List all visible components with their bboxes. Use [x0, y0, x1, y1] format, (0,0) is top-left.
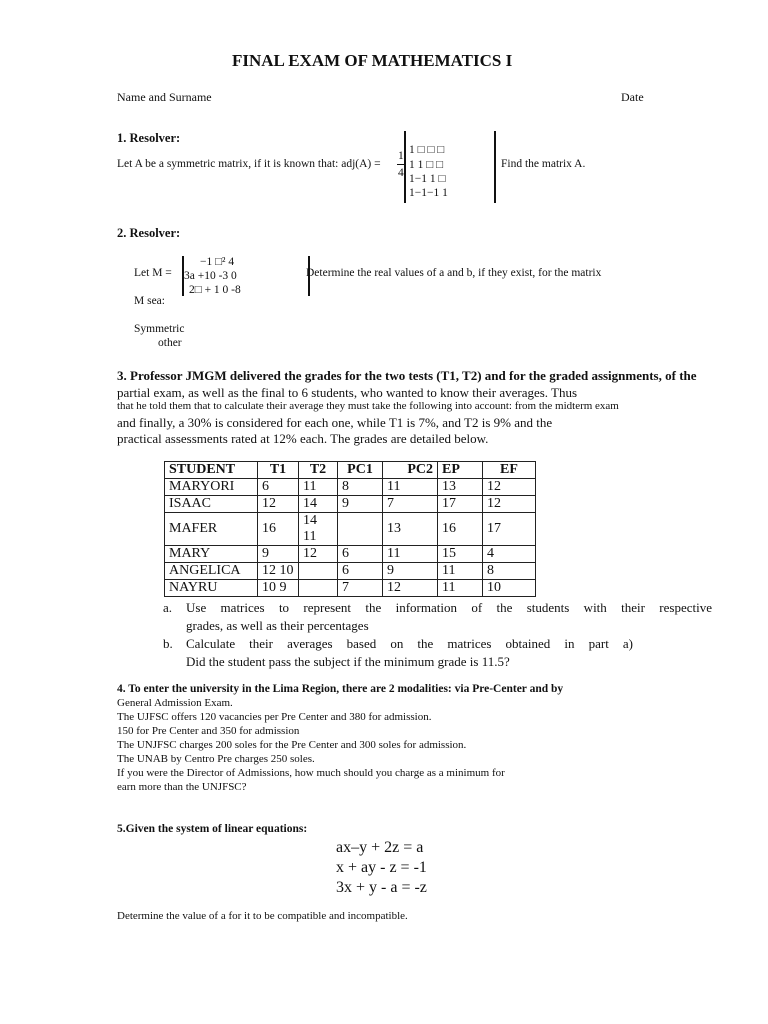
- q2-option-symmetric: Symmetric: [134, 323, 185, 335]
- q2-heading: 2. Resolver:: [117, 226, 181, 240]
- table-cell: 8: [338, 479, 383, 496]
- q3-item-b-label: b.: [163, 636, 173, 651]
- table-cell: 6: [338, 546, 383, 563]
- table-header-row: [165, 462, 536, 479]
- header-pc1: PC1: [338, 462, 383, 479]
- q4-line-1: General Admission Exam.: [117, 697, 233, 709]
- table-cell: 9: [338, 496, 383, 513]
- q1-fraction-denominator: 4: [398, 167, 404, 179]
- q3-item-a-label: a.: [163, 600, 173, 615]
- table-cell: 16: [438, 513, 483, 546]
- q5-heading: 5.Given the system of linear equations:: [117, 823, 308, 835]
- table-cell: 8: [483, 563, 536, 580]
- table-row: [165, 546, 536, 563]
- table-cell: 17: [438, 496, 483, 513]
- table-cell: 17: [483, 513, 536, 546]
- q3-item-a-line-2: grades, as well as their percentages: [186, 618, 369, 633]
- table-cell: 6: [258, 479, 299, 496]
- q1-matrix-row-4: 1−1−1 1: [409, 187, 448, 199]
- table-cell: MAFER: [165, 513, 258, 546]
- q3-item-a-line-1: Use matrices to represent the information of the students with their respective: [186, 600, 712, 615]
- q3-item-b-line-1: Calculate their averages based on the matrices obtained in part a): [186, 636, 633, 651]
- table-cell: 14 11: [299, 513, 338, 546]
- q3-line-1: partial exam, as well as the final to 6 students, who wanted to know their averages. Thus: [117, 385, 578, 400]
- q1-matrix-row-3: 1−1 1 □: [409, 173, 446, 185]
- q1-matrix-right-bracket: [494, 131, 496, 203]
- q4-heading: 4. To enter the university in the Lima Region, there are 2 modalities: via Pre-Center and by: [117, 683, 564, 695]
- header-t1: T1: [258, 462, 299, 479]
- table-cell: 14: [299, 496, 338, 513]
- header-pc2: PC2: [383, 462, 438, 479]
- table-row: [165, 563, 536, 580]
- q2-option-other: other: [158, 337, 182, 349]
- table-cell: [338, 513, 383, 546]
- table-row: [165, 513, 536, 546]
- q5-equation-2: x + ay - z = -1: [336, 859, 427, 876]
- q3-heading: 3. Professor JMGM delivered the grades for the two tests (T1, T2) and for the graded assignments, of the: [117, 368, 697, 383]
- q2-matrix-row-1: −1 □² 4: [200, 256, 235, 268]
- q1-text: Let A be a symmetric matrix, if it is known that: adj(A) =: [117, 158, 381, 170]
- table-cell: ANGELICA: [165, 563, 258, 580]
- table-cell: 13: [438, 479, 483, 496]
- q4-line-2: The UJFSC offers 120 vacancies per Pre Center and 380 for admission.: [117, 711, 432, 723]
- q5-tail: Determine the value of a for it to be compatible and incompatible.: [117, 910, 408, 922]
- q4-line-7: earn more than the UNJFSC?: [117, 781, 247, 793]
- table-cell: 10 9: [258, 580, 299, 597]
- table-cell: MARYORI: [165, 479, 258, 496]
- table-cell: 9: [383, 563, 438, 580]
- table-row: [165, 580, 536, 597]
- q1-heading: 1. Resolver:: [117, 131, 181, 145]
- q4-line-4: The UNJFSC charges 200 soles for the Pre Center and 300 soles for admission.: [117, 739, 467, 751]
- q3-line-2: that he told them that to calculate their average they must take the following into account: from the midterm exam: [117, 400, 619, 412]
- q5-equation-3: 3x + y - a = -z: [336, 879, 427, 896]
- date-label: Date: [621, 90, 644, 104]
- grades-table: [164, 461, 536, 597]
- table-cell: 12: [483, 496, 536, 513]
- exam-title: FINAL EXAM OF MATHEMATICS I: [232, 51, 513, 70]
- q2-matrix-row-2: 3a +10 -3 0: [184, 270, 237, 282]
- table-cell: 9: [258, 546, 299, 563]
- table-cell: ISAAC: [165, 496, 258, 513]
- q1-fraction-numerator: 1: [398, 150, 404, 162]
- table-cell: 11: [299, 479, 338, 496]
- q2-tail: Determine the real values of a and b, if they exist, for the matrix: [306, 267, 602, 279]
- table-cell: NAYRU: [165, 580, 258, 597]
- header-ef: EF: [483, 462, 536, 479]
- table-cell: 11: [438, 580, 483, 597]
- q3-item-b-line-2: Did the student pass the subject if the minimum grade is 11.5?: [186, 654, 510, 669]
- q1-matrix-left-bracket: [404, 131, 406, 203]
- table-cell: 12: [299, 546, 338, 563]
- table-cell: 4: [483, 546, 536, 563]
- table-cell: 10: [483, 580, 536, 597]
- table-row: [165, 479, 536, 496]
- table-cell: 12: [483, 479, 536, 496]
- table-cell: 11: [383, 479, 438, 496]
- table-cell: 6: [338, 563, 383, 580]
- q4-line-6: If you were the Director of Admissions, how much should you charge as a minimum for: [117, 767, 505, 779]
- table-cell: 11: [438, 563, 483, 580]
- header-ep: EP: [438, 462, 483, 479]
- q1-fraction-bar: [397, 164, 404, 165]
- q5-equation-1: ax–y + 2z = a: [336, 839, 424, 856]
- table-cell: 13: [383, 513, 438, 546]
- q1-matrix-row-2: 1 1 □ □: [409, 159, 444, 171]
- name-label: Name and Surname: [117, 90, 212, 104]
- q3-line-3: and finally, a 30% is considered for each one, while T1 is 7%, and T2 is 9% and the: [117, 415, 553, 430]
- table-row: [165, 496, 536, 513]
- q1-tail: Find the matrix A.: [501, 158, 586, 170]
- table-cell: [299, 580, 338, 597]
- q2-matrix-row-3: 2□ + 1 0 -8: [189, 284, 241, 296]
- table-cell: 15: [438, 546, 483, 563]
- table-cell: 7: [383, 496, 438, 513]
- q2-m-sea: M sea:: [134, 295, 165, 307]
- header-student: STUDENT: [165, 462, 258, 479]
- table-cell: 7: [338, 580, 383, 597]
- table-cell: 12 10: [258, 563, 299, 580]
- q4-line-5: The UNAB by Centro Pre charges 250 soles.: [117, 753, 315, 765]
- q1-matrix-row-1: 1 □ □ □: [409, 144, 445, 156]
- q4-line-3: 150 for Pre Center and 350 for admission: [117, 725, 300, 737]
- q3-line-4: practical assessments rated at 12% each. The grades are detailed below.: [117, 431, 489, 446]
- table-cell: [299, 563, 338, 580]
- table-cell: MARY: [165, 546, 258, 563]
- table-cell: 11: [383, 546, 438, 563]
- header-t2: T2: [299, 462, 338, 479]
- q2-let-label: Let M =: [134, 267, 172, 279]
- table-cell: 16: [258, 513, 299, 546]
- table-cell: 12: [383, 580, 438, 597]
- table-cell: 12: [258, 496, 299, 513]
